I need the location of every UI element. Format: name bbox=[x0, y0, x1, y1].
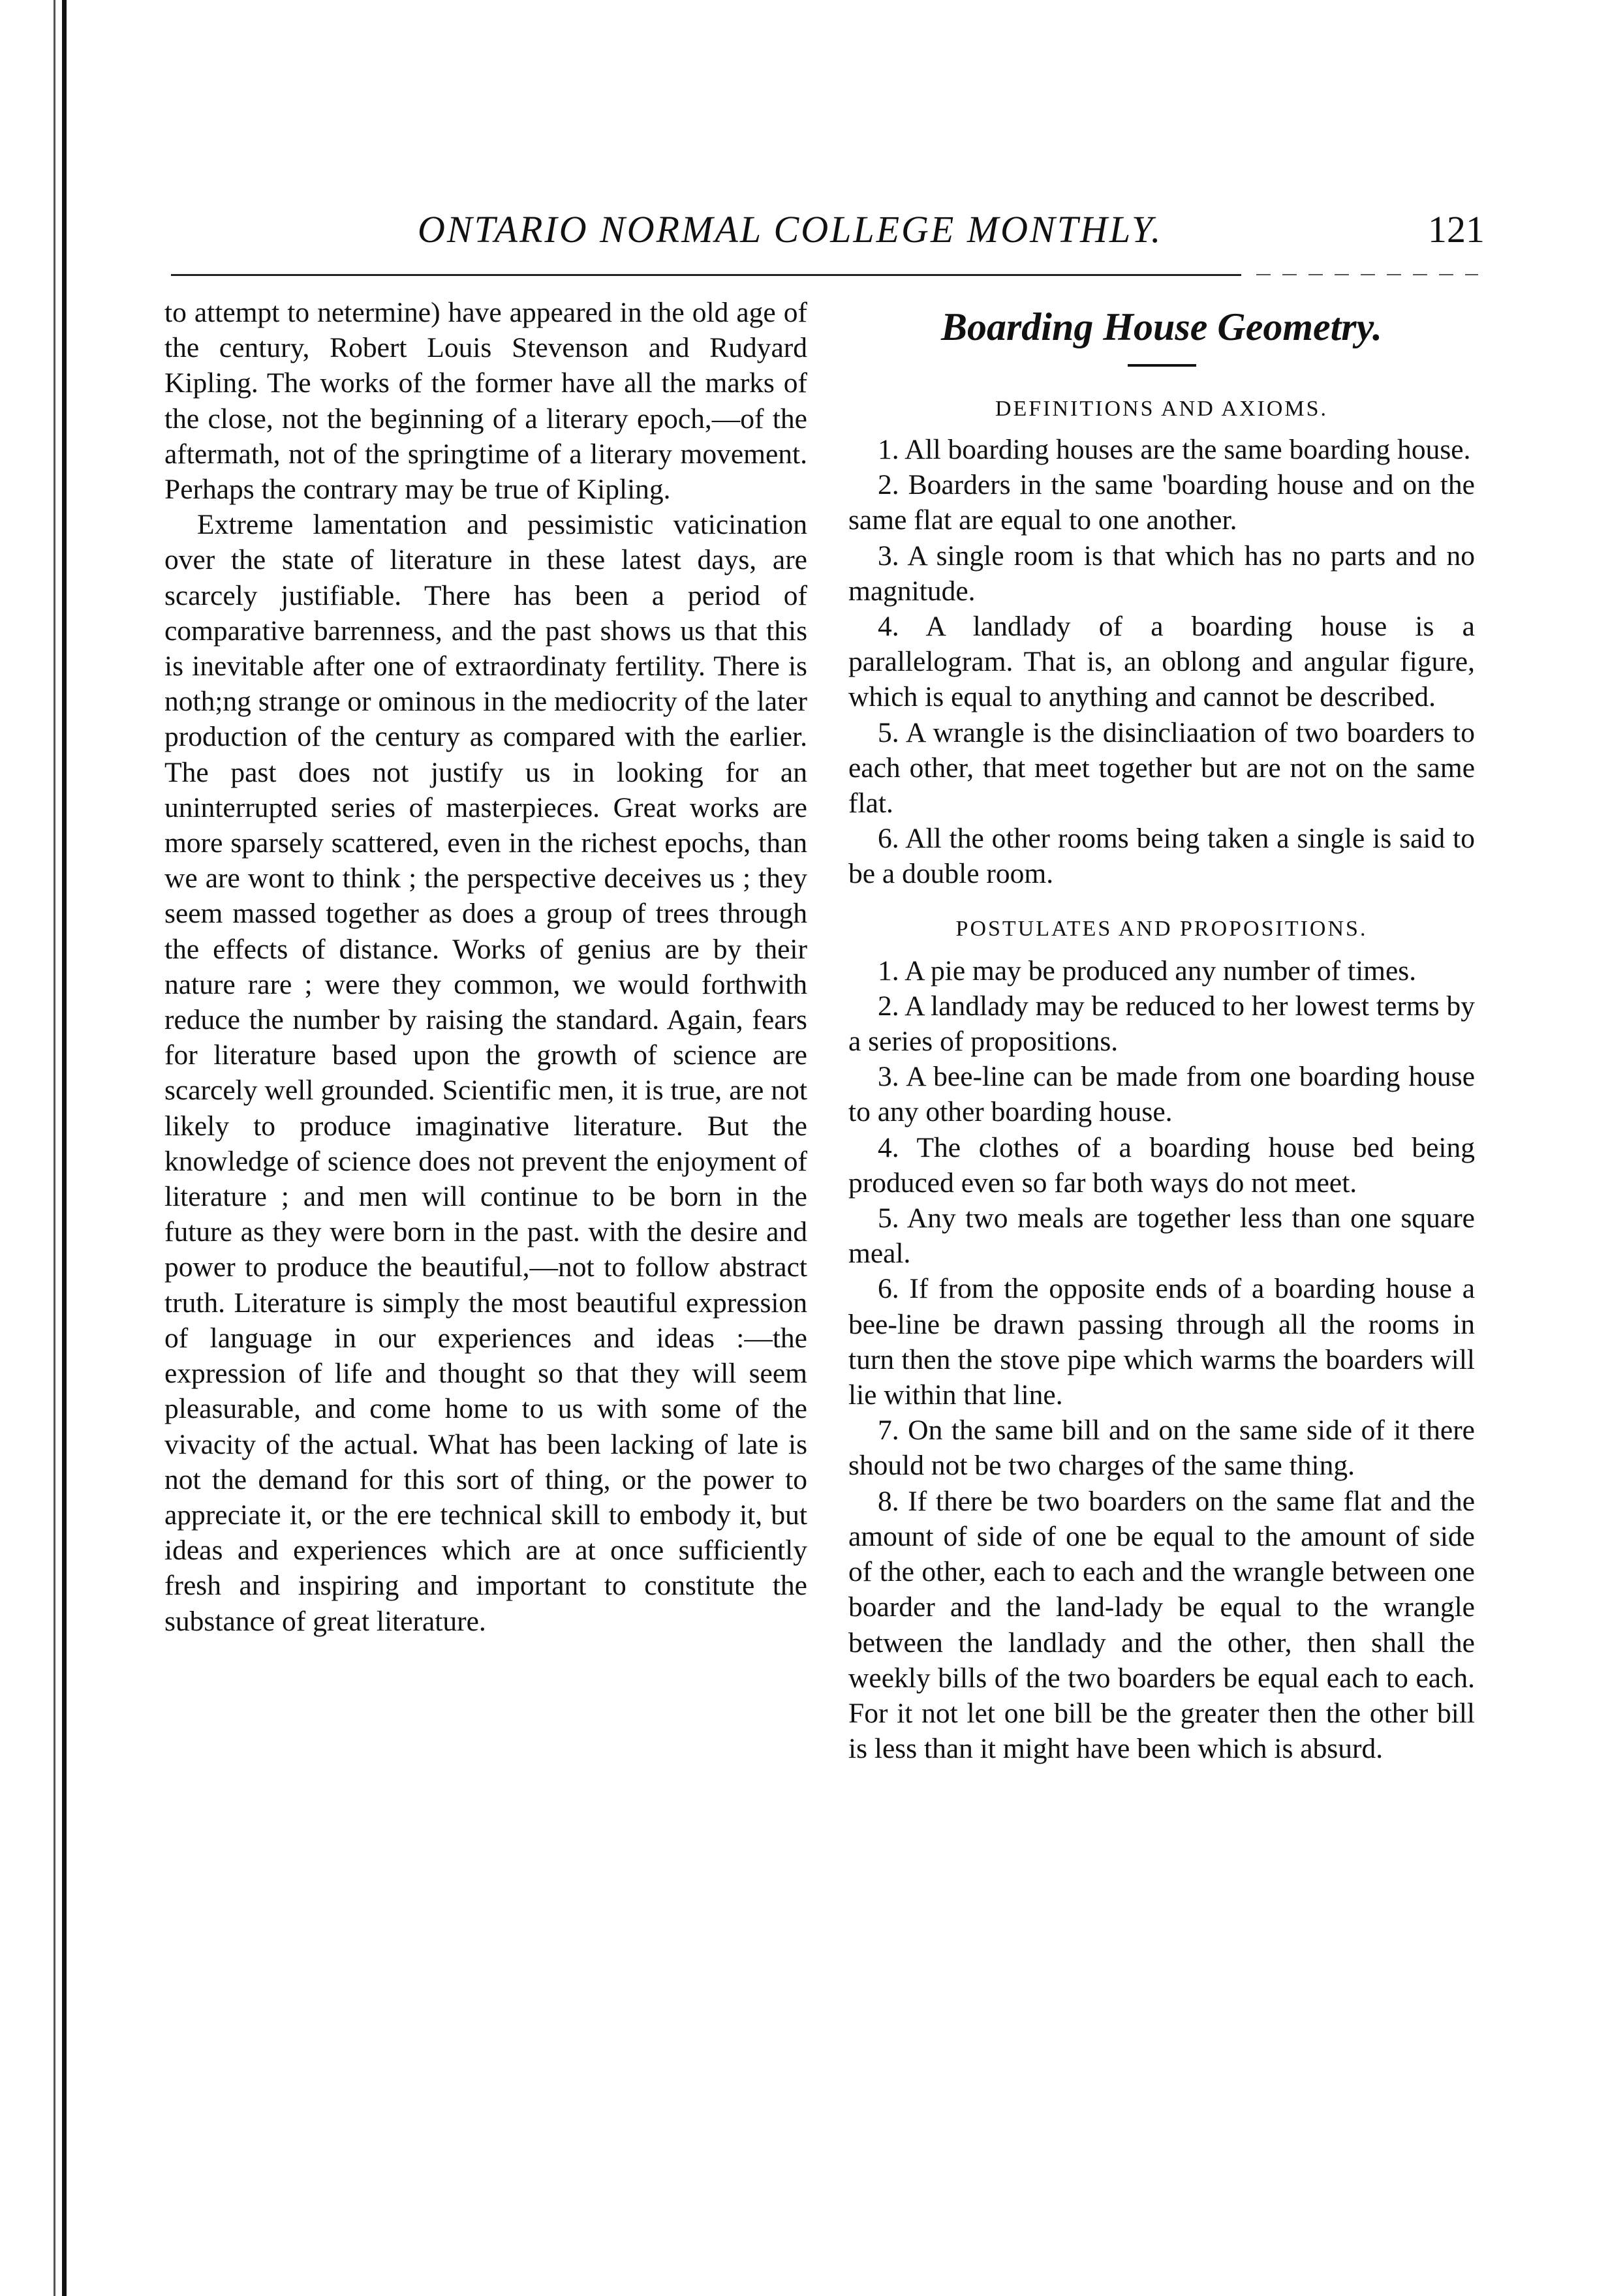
postulate-item: 7. On the same bill and on the same side of it there should not be two charges of the same thing. bbox=[848, 1415, 1475, 1482]
postulate-item: 3. A bee-line can be made from one boarding house to any other boarding house. bbox=[848, 1061, 1475, 1128]
binding-edge-line bbox=[54, 0, 55, 2296]
left-column bbox=[164, 295, 807, 1639]
running-title: ONTARIO NORMAL COLLEGE MONTHLY. bbox=[418, 208, 1163, 251]
definitions-heading: DEFINITIONS AND AXIOMS. bbox=[995, 397, 1329, 421]
postulate-item: 8. If there be two boarders on the same flat and the amount of side of one be equal to the amount of side of the other, each to each and the wrangle between one boarder and the land-lady be equal to the wrangle between the landlady and the other, then shall the weekly bills of the two boarders be equal each to each. For it not let one bill be the greater then the other bill is less than it might have been which is absurd. bbox=[848, 1485, 1475, 1765]
definition-item: 6. All the other rooms being taken a single is said to be a double room. bbox=[848, 823, 1475, 890]
body-paragraph-1: to attempt to netermine) have appeared in the old age of the century, Robert Louis Stevenson and Rudyard Kipling. The works of the former have all the marks of the close, not the beginning of a literary epoch,—of the aftermath, not of the springtime of a literary movement. Perhaps the contrary may be true of Kipling. bbox=[164, 297, 807, 506]
page-header bbox=[157, 207, 1491, 266]
definition-item: 3. A single room is that which has no parts and no magnitude. bbox=[848, 540, 1475, 607]
definition-item: 5. A wrangle is the disincliaation of two boarders to each other, that meet together but are not on the same flat. bbox=[848, 716, 1475, 819]
body-paragraph-2: Extreme lamentation and pessimistic vaticination over the state of literature in these latest days, are scarcely justifiable. There has been a period of comparative barrenness, and the past shows us that this is inevitable after one of extraordinaty fertility. There is noth;ng strange or ominous in the mediocrity of the later production of the century as compared with the earlier. The past does not justify us in looking for an uninterrupted series of masterpieces. Great works are more sparsely scattered, even in the richest epochs, than we are wont to think ; the perspective deceives us ; they seem massed together as does a group of trees through the effects of distance. Works of genius are by their nature rare ; were they common, we would forthwith reduce the number by raising the standard. Again, fears for literature based upon the growth of science are scarcely well grounded. Scientific men, it is true, are not likely to produce imaginative literature. But the knowledge of science does not prevent the enjoyment of literature ; and men will continue to be born in the future as they were born in the past. with the desire and power to produce the beautiful,—not to follow abstract truth. Literature is simply the most beautiful expression of language in our experiences and ideas :—the expression of life and thought so that they will seem pleasurable, and come home to us with some of the vivacity of the actual. What has been lacking of late is not the demand for this sort of thing, or the power to appreciate it, or the ere technical skill to embody it, but ideas and experiences which are at once sufficiently fresh and inspiring and important to constitute the substance of great literature. bbox=[164, 509, 807, 1637]
postulate-item: 4. The clothes of a boarding house bed being produced even so far both ways do not meet. bbox=[848, 1131, 1475, 1199]
definition-item: 4. A landlady of a boarding house is a parallelogram. That is, an oblong and angular figure, which is equal to anything and cannot be described. bbox=[848, 611, 1475, 713]
header-rule-dashed bbox=[1256, 274, 1478, 275]
definition-item: 1. All boarding houses are the same boarding house. bbox=[878, 434, 1471, 465]
right-column bbox=[848, 295, 1475, 1766]
definition-item: 2. Boarders in the same 'boarding house and on the same flat are equal to one another. bbox=[848, 469, 1475, 536]
page-number: 121 bbox=[1428, 208, 1485, 251]
article-title: Boarding House Geometry. bbox=[940, 305, 1383, 348]
title-rule bbox=[1128, 364, 1196, 367]
postulate-item: 2. A landlady may be reduced to her lowest terms by a series of propositions. bbox=[848, 990, 1475, 1058]
postulate-item: 1. A pie may be produced any number of times. bbox=[878, 955, 1417, 987]
binding-edge-line-dark bbox=[62, 0, 67, 2296]
postulate-item: 5. Any two meals are together less than one square meal. bbox=[848, 1202, 1475, 1270]
header-rule bbox=[171, 274, 1241, 276]
postulates-heading: POSTULATES AND PROPOSITIONS. bbox=[955, 916, 1368, 941]
postulate-item: 6. If from the opposite ends of a boarding house a bee-line be drawn passing through all the rooms in turn then the stove pipe which warms the boarders will lie within that line. bbox=[848, 1273, 1475, 1411]
